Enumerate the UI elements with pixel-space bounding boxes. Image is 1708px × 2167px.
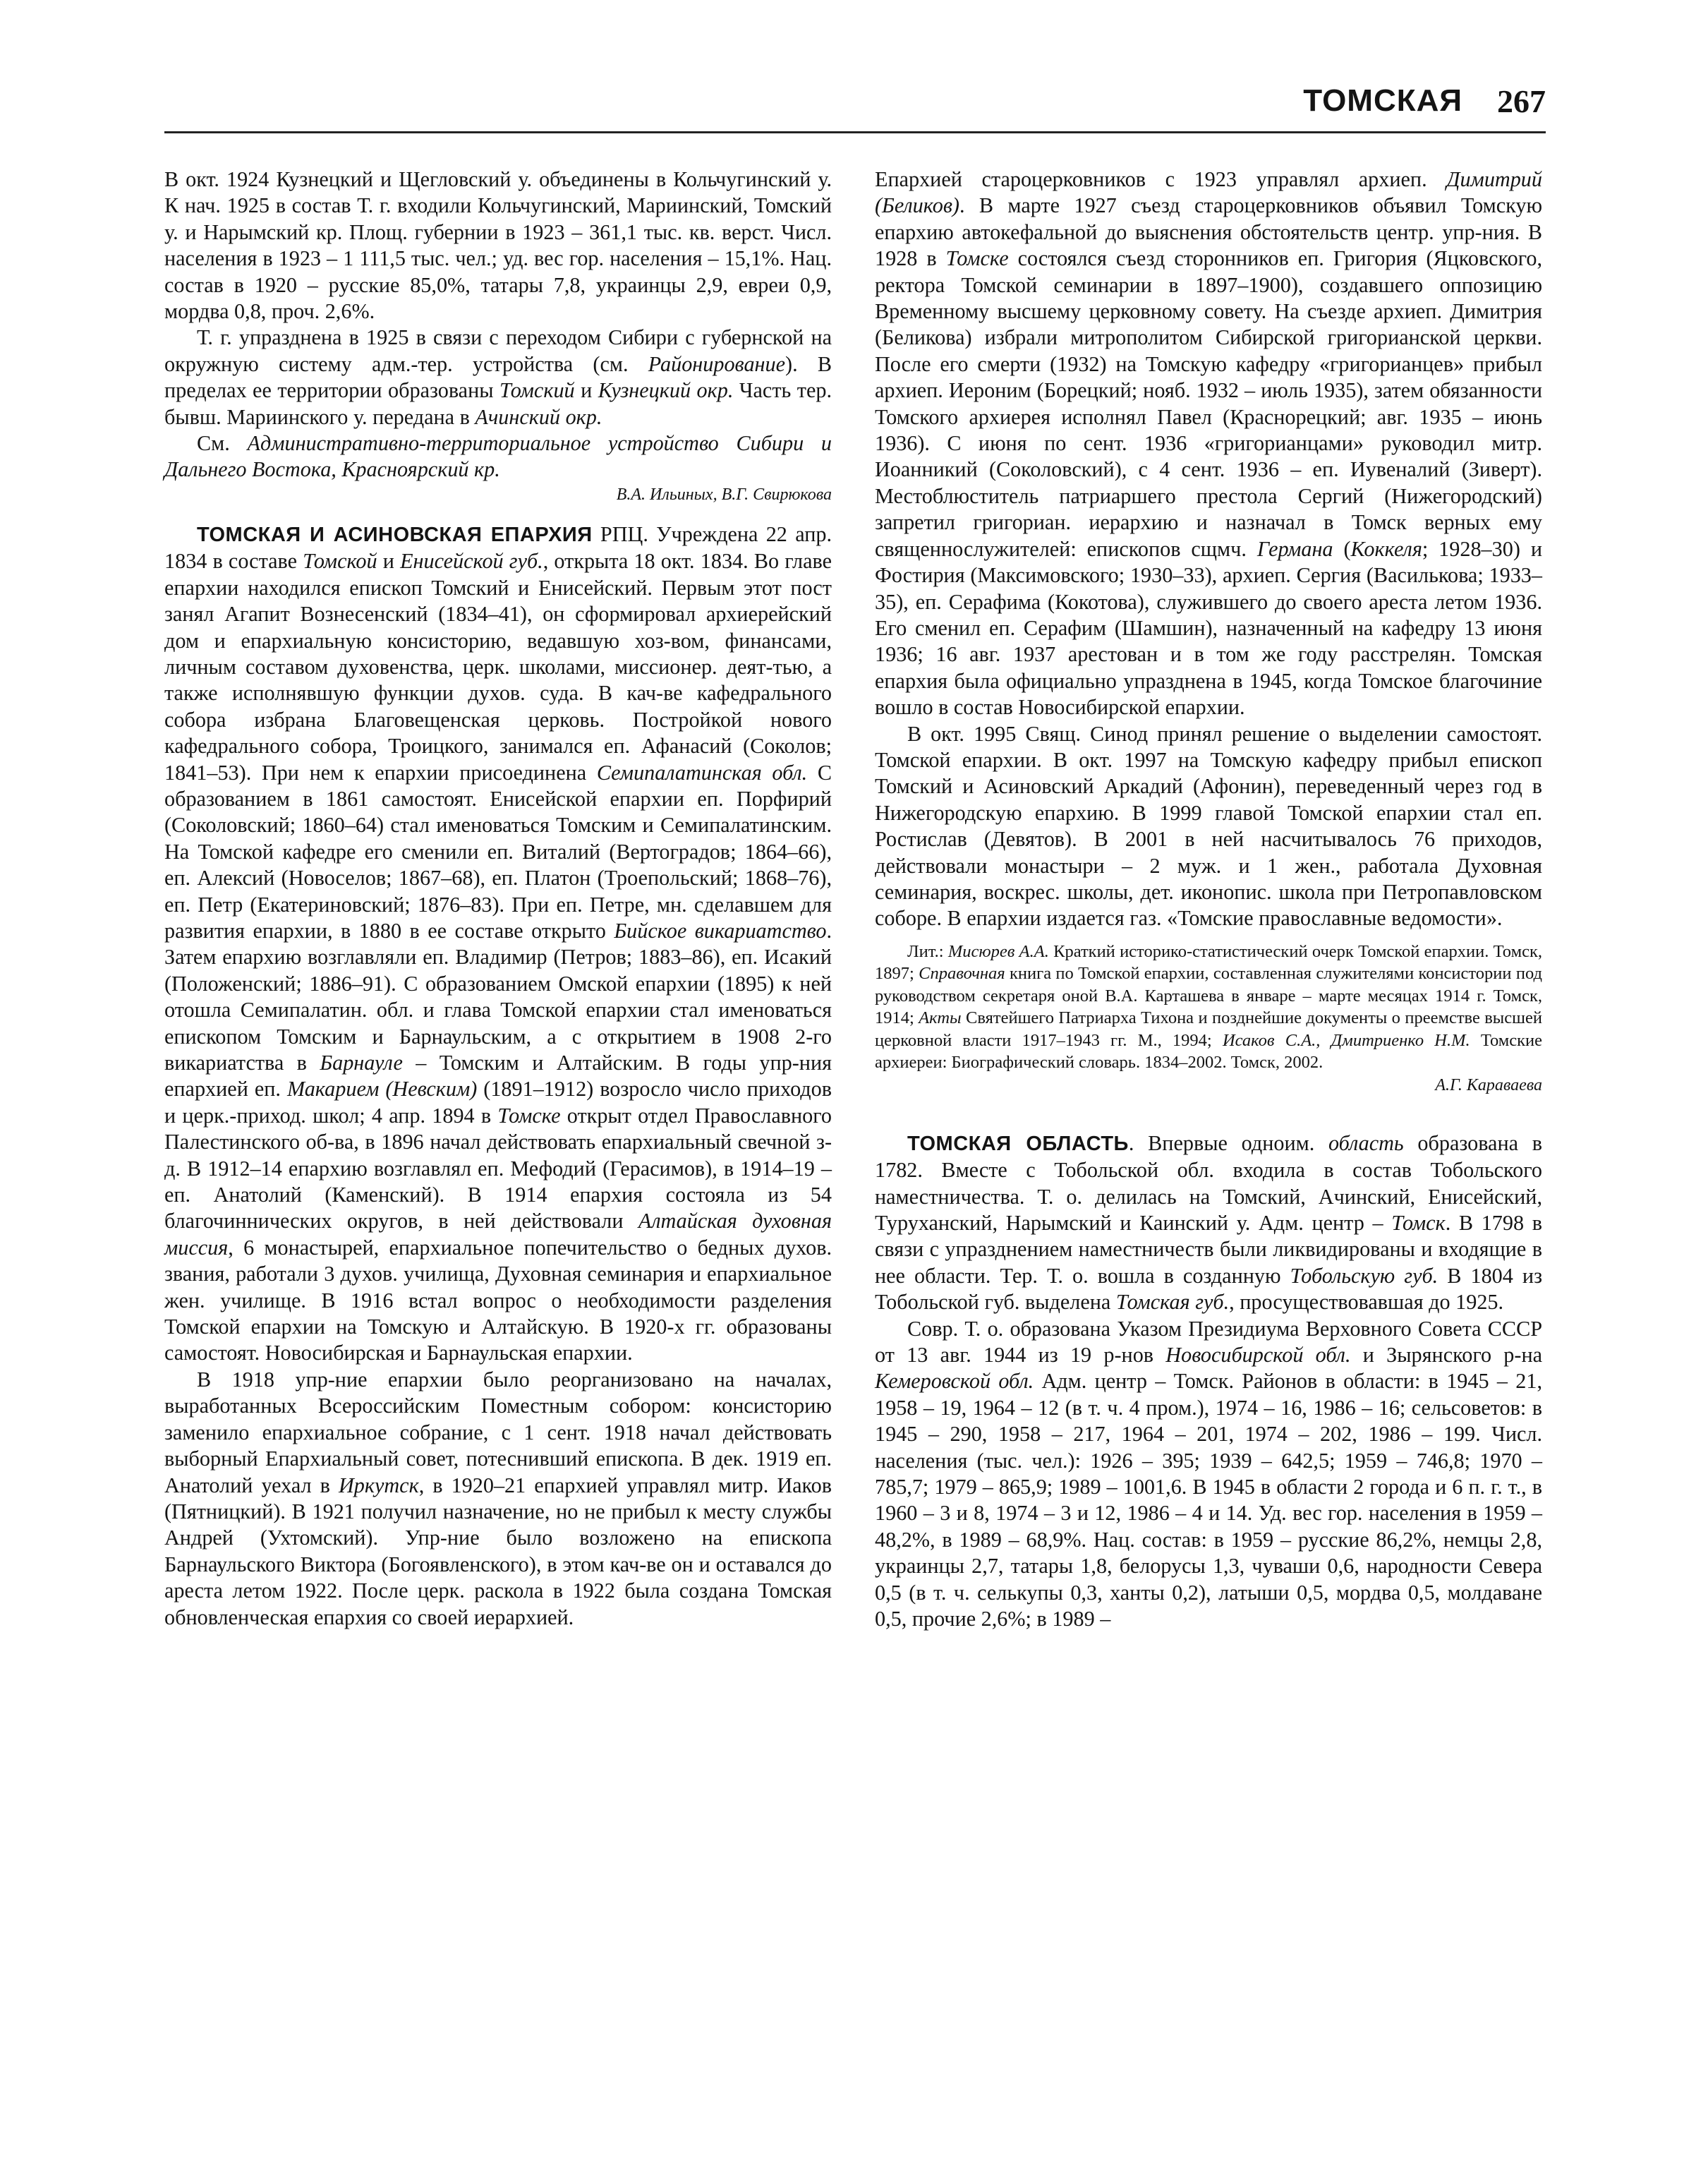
text-run: состоялся съезд сторонников еп. Григория (Яцковского, ректора Томской семинарии в 1897–1900), создавшего оппозицию Временному высшему церковному совету. На съезде архиеп. Димитрия (Беликова) избрали митрополитом Сибирской григорианской церкви. После его смерти (1932) на Томскую кафедру «григорианцев» прибыл архиеп. Иероним (Борецкий; нояб. 1932 – июль 1935), затем обязанности Томского архиерея исполнял Павел (Краснорецкий; авг. 1935 – июнь 1936). С июня по сент. 1936 «григорианцами» руководил митр. Иоанникий (Соколовский), с 4 сент. 1936 – еп. Иувеналий (Зиверт). Местоблюститель патриаршего престола Сергий (Нижегородский) запретил григориан. иерархию и назначал в Томск верных ему священнослужителей: епископов сщмч. <box>875 246 1542 561</box>
article-eparchy <box>164 521 832 1367</box>
article-text <box>875 1131 1542 1314</box>
text-run: открыт отдел Православного Палестинского об-ва, в 1896 начал действовать епархиальный свечной з-д. В 1912–14 епархию возглавлял еп. Мефодий (Герасимов), в 1914–19 – еп. Анатолий (Каменский). В 1914 епархия состояла из 54 благочиннических округов, в ней действовали <box>164 1103 832 1233</box>
paragraph <box>875 167 1542 721</box>
text-run: Святейшего Патриарха Тихона и позднейшие документы о преемстве высшей церковной власти 1917–1943 гг. М., 1994; <box>875 1008 1542 1050</box>
italic-term: Томская губ. <box>1115 1290 1230 1315</box>
running-title: ТОМСКАЯ <box>1303 83 1462 118</box>
text-run: В окт. 1995 Свящ. Синод принял решение о выделении самостоят. Томской епархии. В окт. 1997 на Томскую кафедру прибыл епископ Томский и Асиновский Аркадий (Афонин), переведенный через год в Нижегородскую епархию. В 1999 главой Томской епархии стал еп. Ростислав (Девятов). В 2001 в ней насчитывалось 76 приходов, действовали монастыри – 2 муж. и 1 жен., работала Духовная семинария, воскрес. школы, дет. иконопис. школа при Петропавловском соборе. В епархии издается газ. «Томские православные ведомости». <box>875 721 1542 931</box>
text-run: В 1918 упр-ние епархии было реорганизовано на началах, выработанных Всероссийским Поместным собором: консисторию заменило епархиальное собрание, с 1 сент. 1918 начал действовать выборный Епархиальный совет, потеснивший епископа. В дек. 1919 еп. Анатолий уехал в <box>164 1367 832 1497</box>
italic-term: Ачинский окр. <box>475 404 602 429</box>
text-run: , открыта 18 окт. 1834. Во главе епархии находился епископ Томский и Енисейский. Первым этот пост занял Агапит Вознесенский (1834–41), он сформировал архиерейский дом и епархиальную консисторию, ведавшую хоз-вом, финансами, личным составом духовенства, церк. школами, миссионер. деят-тью, а также исполнявшую функции духов. суда. В кач-ве кафедрального собора избрана Благовещенская церковь. Постройкой нового кафедрального собора, Троицкого, занимался еп. Афанасий (Соколов; 1841–53). При нем к епархии присоединена <box>164 549 832 785</box>
italic-term: Семипалатинская обл. <box>596 760 808 785</box>
italic-term: Алтайская духовная миссия <box>164 1209 832 1260</box>
article-heading: ТОМСКАЯ ОБЛАСТЬ <box>907 1132 1129 1155</box>
text-run: Совр. Т. о. образована Указом Президиума Верховного Совета СССР от 13 авг. 1944 из 19 р-нов <box>875 1316 1542 1368</box>
text-run: В 1804 из Тобольской губ. выделена <box>875 1263 1543 1315</box>
italic-term: Германа <box>1256 536 1333 561</box>
italic-term: Томске <box>497 1103 561 1128</box>
italic-term: Коккеля <box>1350 536 1422 561</box>
italic-term: Томской <box>303 549 377 574</box>
italic-term: Томске <box>945 246 1009 271</box>
italic-term: Бийское викариатство <box>614 918 827 943</box>
text-run: книга по Томской епархии, составленная служителями консистории под руководством секретаря оной В.А. Карташева в январе – марте месяцах 1914 г. Томск, 1914; <box>875 964 1542 1028</box>
text-run: Томские архиереи: Биографический словарь. 1834–2002. Томск, 2002. <box>875 1030 1542 1073</box>
italic-term: Исаков С.А., Дмитриенко Н.М. <box>1222 1030 1470 1050</box>
text-run: , просуществовавшая до 1925. <box>1229 1290 1504 1315</box>
page-number: 267 <box>1497 83 1546 119</box>
italic-term: Томск <box>1391 1211 1446 1235</box>
text-run: Адм. центр – Томск. Районов в области: в 1945 – 21, 1958 – 19, 1964 – 12 (в т. ч. 4 пром.), 1974 – 16, 1986 – 16; сельсоветов: в 1945 – 290, 1958 – 217, 1964 – 201, 1974 – 202, 1986 – 199. Числ. населения (тыс. чел.): 1926 – 395; 1939 – 642,5; 1959 – 746,8; 1970 – 785,7; 1979 – 865,9; 1989 – 1001,6. В 1945 в области 2 города и 6 п. г. т., в 1960 – 3 и 8, 1974 – 3 и 12, 1986 – 4 и 14. Уд. вес гор. населения в 1959 – 48,2%, в 1989 – 68,9%. Нац. состав: в 1959 – русские 86,2%, немцы 2,8, украинцы 2,7, татары 1,8, белорусы 1,3, чуваши 0,6, народности Севера 0,5 (в т. ч. селькупы 0,3, ханты 0,2), латыши 0,5, мордва 0,5, молдаване 0,5, прочие 2,6%; в 1989 – <box>875 1369 1542 1631</box>
italic-term: Томский <box>499 378 575 403</box>
text-run: образована в 1782. Вместе с Тобольской обл. входила в состав Тобольского наместничества. Т. о. делилась на Томский, Ачинский, Енисейский, Туруханский, Нарымский и Каинский у. Адм. центр – <box>875 1130 1542 1235</box>
text-run: РПЦ. Учреждена 22 апр. 1834 в составе <box>164 521 832 574</box>
paragraph <box>164 325 832 430</box>
paragraph <box>875 1316 1542 1633</box>
text-run: и <box>574 378 598 403</box>
italic-term: Кузнецкий окр. <box>598 378 734 403</box>
text-run: и <box>377 549 401 574</box>
article-heading: ТОМСКАЯ И АСИНОВСКАЯ ЕПАРХИЯ <box>197 523 593 546</box>
right-column <box>875 167 1542 1633</box>
italic-term: Справочная <box>919 964 1005 984</box>
italic-term: Барнауле <box>320 1051 403 1075</box>
italic-term: Районирование <box>648 351 786 376</box>
paragraph <box>875 721 1542 932</box>
text-run: ; 1928–30) и Фостирия (Максимовского; 1930–33), архиеп. Сергия (Василькова; 1933–35), еп. Серафима (Кокотова), служившего до своего ареста летом 1936. Его сменил еп. Серафим (Шамшин), назначенный на кафедру 13 июня 1936; 16 авг. 1937 арестован и в том же году расстрелян. Томская епархия была официально упразднена в 1945, когда Томское благочиние вошло в состав Новосибирской епархии. <box>875 536 1542 720</box>
text-run: Часть тер. бывш. Мариинского у. передана в <box>164 378 832 429</box>
left-column <box>164 167 832 1631</box>
text-run: Краткий историко-статистический очерк Томской епархии. Томск, 1897; <box>875 941 1542 984</box>
text-run: . В марте 1927 съезд староцерковников объявил Томскую епархию автокефальной до выяснения обстоятельств центр. упр-ния. В 1928 в <box>875 193 1542 271</box>
paragraph <box>164 1367 832 1631</box>
italic-term: Административно-территориальное устройство Сибири и Дальнего Востока, Красноярский кр. <box>164 431 832 482</box>
italic-term: Акты <box>919 1008 962 1028</box>
text-run: (1891–1912) возросло число приходов и церк.-приход. школ; 4 апр. 1894 в <box>164 1077 832 1128</box>
see-also <box>164 430 832 483</box>
text-run: , 6 монастырей, епархиальное попечительство о бедных духов. звания, работали 3 духов. училища, Духовная семинария и епархиальное жен. училище. В 1916 встал вопрос о необходимости разделения Томской епархии на Томскую и Алтайскую. В 1920-х гг. образованы самостоят. Новосибирская и Барнаульская епархии. <box>164 1235 832 1365</box>
italic-term: Енисейской губ. <box>400 549 543 574</box>
text-run: ). В пределах ее территории образованы <box>164 351 832 403</box>
text-run: . Впервые одноим. <box>1128 1130 1328 1155</box>
italic-term: Мисюрев А.А. <box>947 941 1049 961</box>
italic-term: Макарием (Невским) <box>286 1077 478 1101</box>
running-header <box>164 78 1546 133</box>
italic-term: Тобольскую губ. <box>1290 1263 1439 1288</box>
author-signature: В.А. Ильиных, В.Г. Свирюкова <box>616 485 832 504</box>
text-run: . Затем епархию возглавляли еп. Владимир (Петров; 1883–86), еп. Исакий (Положенский; 1886–91). С образованием Омской епархии (1895) к ней отошла Семипалатин. обл. и глава Томской епархии стал именоваться епископом Томским и Барнаульским, а с открытием в 1908 2-го викариатства в <box>164 918 832 1075</box>
italic-term: Иркутск <box>338 1473 419 1497</box>
text-run: Т. г. упразднена в 1925 в связи с переходом Сибири с губернской на окружную систему адм.-тер. устройства (см. <box>164 325 832 376</box>
text-run: – Томским и Алтайским. В годы упр-ния епархией еп. <box>164 1051 832 1101</box>
text-run: . В 1798 в связи с упразднением наместничеств были ликвидированы и входящие в нее области. Тер. Т. о. вошла в созданную <box>875 1211 1543 1288</box>
text-run: См. <box>197 431 248 456</box>
text-run: ( <box>1333 536 1351 561</box>
text-run: В окт. 1924 Кузнецкий и Щегловский у. объединены в Кольчугинский у. К нач. 1925 в состав Т. г. входили Кольчугинский, Мариинский, Томский у. и Нарымский кр. Площ. губернии в 1923 – 361,1 тыс. кв. верст. Числ. населения в 1923 – 1 111,5 тыс. чел.; уд. вес гор. населения – 15,1%. Нац. состав в 1920 – русские 85,0%, татары 7,8, украинцы 2,9, евреи 0,9, мордва 0,8, проч. 2,6%. <box>164 167 832 324</box>
bibliography <box>875 941 1542 1074</box>
paragraph <box>164 167 832 325</box>
author-signature: А.Г. Караваева <box>1435 1075 1542 1094</box>
italic-term: Кемеровской обл. <box>875 1369 1034 1394</box>
article-oblast <box>875 1130 1542 1316</box>
article-text <box>164 522 832 1365</box>
text-run: Епархией староцерковников с 1923 управлял архиеп. <box>875 167 1447 191</box>
text-run: и Зырянского р-на <box>1350 1343 1542 1368</box>
italic-term: область <box>1328 1130 1404 1155</box>
italic-term: Новосибирской обл. <box>1165 1343 1351 1368</box>
text-run: Лит.: <box>907 941 948 961</box>
text-run: С образованием в 1861 самостоят. Енисейской епархии еп. Порфирий (Соколовский; 1860–64) стал именоваться Томским и Семипалатинским. На Томской кафедре его сменили еп. Виталий (Вертоградов; 1864–66), еп. Алексий (Новоселов; 1867–68), еп. Платон (Троепольский; 1868–76), еп. Петр (Екатериновский; 1876–83). При еп. Петре, мн. сделавшем для развития епархии, в 1880 в ее составе открыто <box>164 760 832 943</box>
text-run: , в 1920–21 епархией управлял митр. Иаков (Пятницкий). В 1921 получил назначение, но не прибыл к месту службы Андрей (Ухтомский). Упр-ние было возложено на епископа Барнаульского Виктора (Богоявленского), в этом кач-ве он и оставался до ареста летом 1922. После церк. раскола в 1922 была создана Томская обновленческая епархия со своей иерархией. <box>164 1473 832 1629</box>
italic-term: Димитрий (Беликов) <box>875 167 1542 218</box>
